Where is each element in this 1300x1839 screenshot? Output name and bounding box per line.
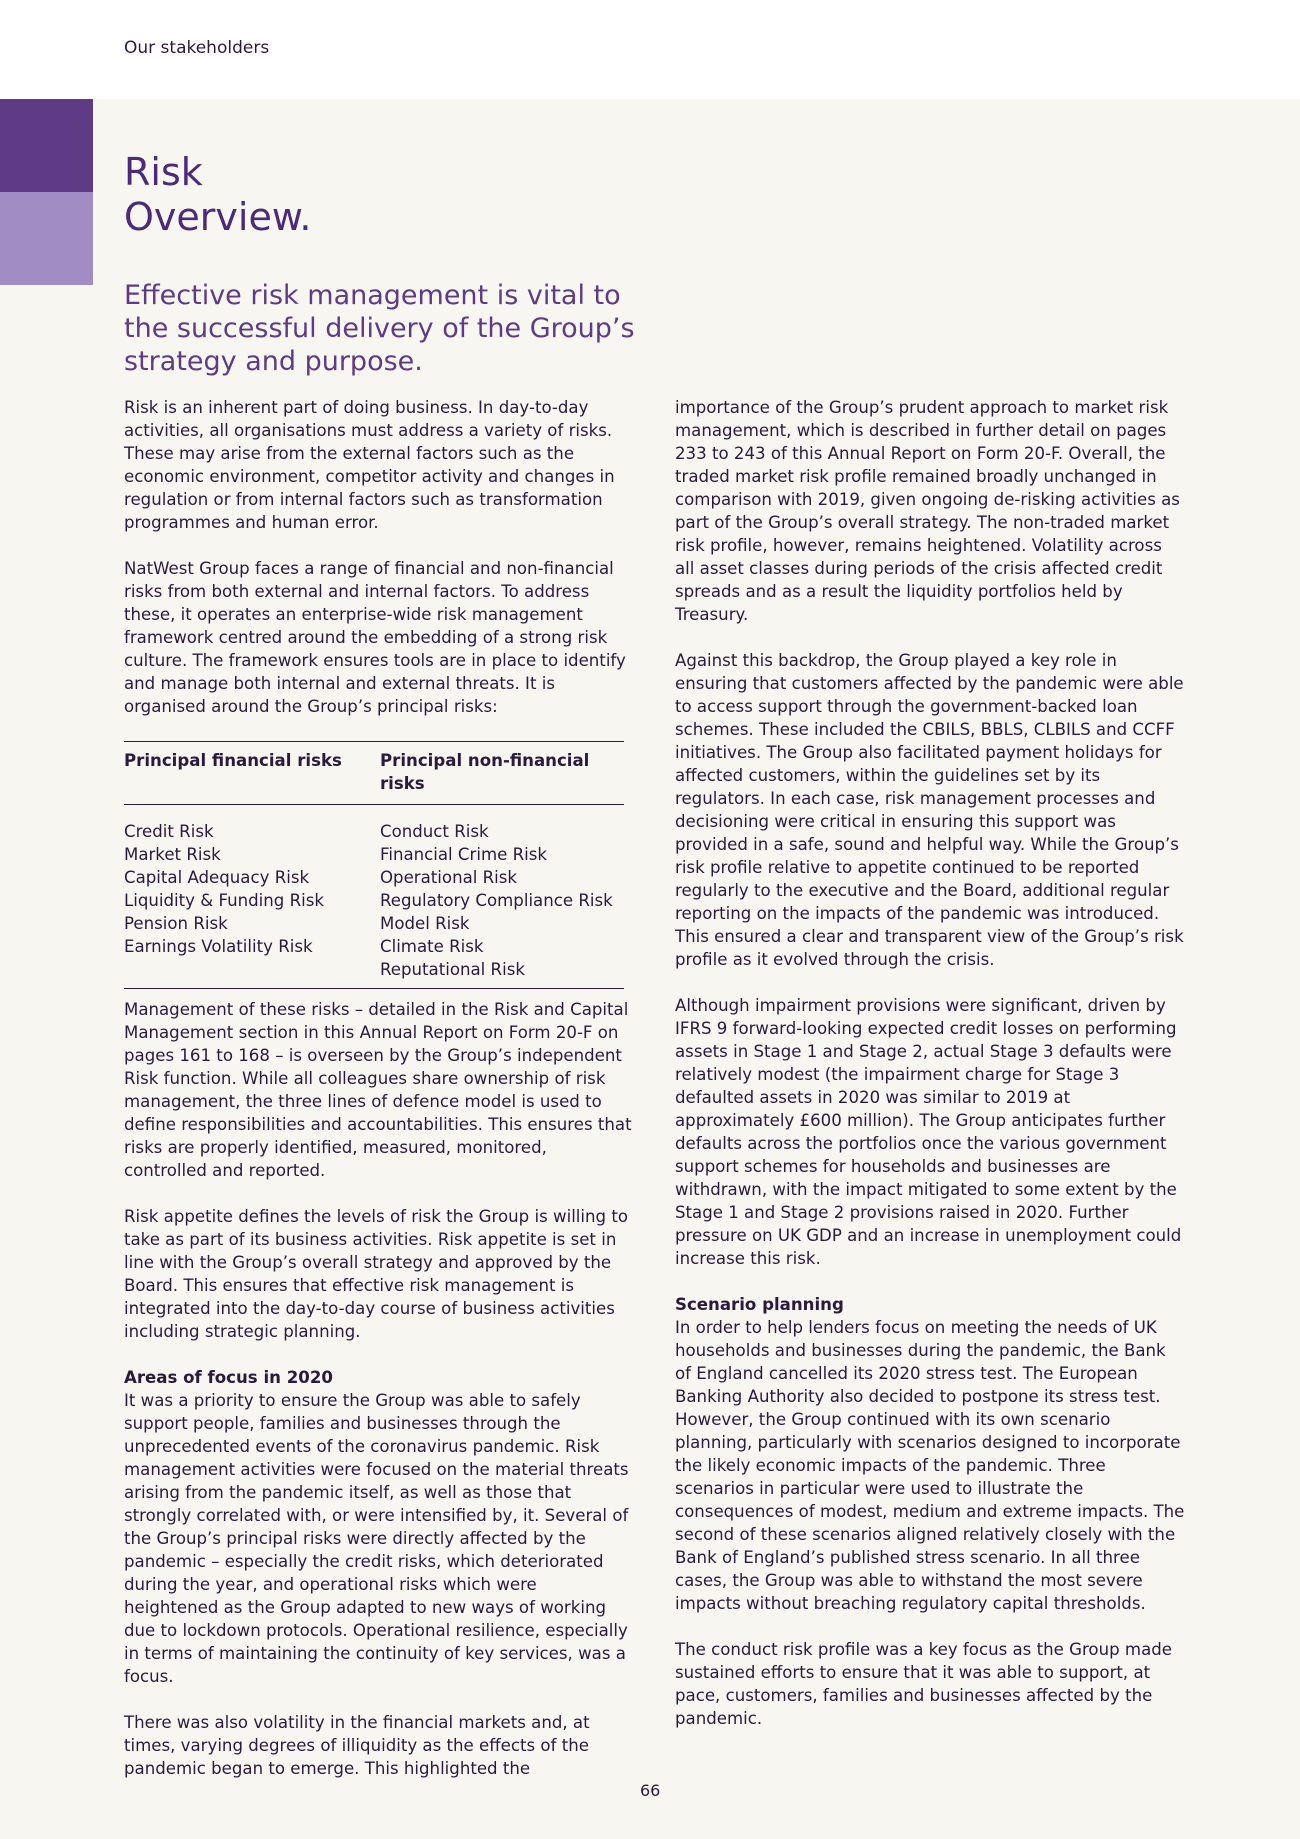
paragraph: Risk appetite defines the levels of risk the Group is willing to take as part of its business activities. Risk appetite is set in line with the Group’s overall strategy and approved by the Board. This ensures that effective risk management is integrated into the day-to-day course of business activities including strategic planning.	[124, 1207, 629, 1341]
paragraph: The conduct risk profile was a key focus as the Group made sustained efforts to ensure that it was able to support, at pace, customers, families and businesses affected by the pandemic.	[675, 1640, 1172, 1728]
header-nonfinancial-risks: Principal non-financial risks	[380, 751, 590, 793]
list-item: Operational Risk	[380, 868, 518, 887]
paragraph: It was a priority to ensure the Group was able to safely support people, families and businesses through the unprecedented events of the coronavirus pandemic. Risk management activities were focused on the material threats arising from the pandemic itself, as well as those that strongly correlated with, or were intensified by, it. Several of the Group’s principal risks were directly affected by the pandemic – especially the credit risks, which deteriorated during the year, and operational risks which were heightened as the Group adapted to new ways of working due to lockdown protocols. Operational resilience, especially in terms of maintaining the continuity of key services, was a focus.	[124, 1391, 629, 1686]
section-heading: Scenario planning	[675, 1295, 844, 1314]
right-column	[675, 396, 1185, 1753]
page-title	[124, 150, 312, 240]
page-header	[0, 0, 1300, 99]
financial-risks-list	[124, 820, 380, 981]
section-label: Our stakeholders	[124, 38, 270, 58]
nonfinancial-risks-list	[380, 820, 624, 981]
list-item: Climate Risk	[380, 937, 484, 956]
list-item: Credit Risk	[124, 822, 214, 841]
list-item: Model Risk	[380, 914, 470, 933]
section-heading: Areas of focus in 2020	[124, 1368, 333, 1387]
list-item: Earnings Volatility Risk	[124, 937, 313, 956]
paragraph: Although impairment provisions were significant, driven by IFRS 9 forward-looking expected credit losses on performing assets in Stage 1 and Stage 2, actual Stage 3 defaults were relatively modest (the impairment charge for Stage 3 defaulted assets in 2020 was similar to 2019 at approximately £600 million). The Group anticipates further defaults across the portfolios once the various government support schemes for households and businesses are withdrawn, with the impact mitigated to some extent by the Stage 1 and Stage 2 provisions raised in 2020. Further pressure on UK GDP and an increase in unemployment could increase this risk.	[675, 996, 1182, 1268]
page-number: 66	[640, 1781, 661, 1800]
table-header-row	[124, 742, 624, 805]
page-title-line2: Overview.	[124, 195, 312, 239]
intro-statement: Effective risk management is vital to the successful delivery of the Group’s strategy and purpose.	[124, 280, 635, 377]
paragraph: There was also volatility in the financial markets and, at times, varying degrees of illiquidity as the effects of the pandemic began to emerge. This highlighted the	[124, 1713, 590, 1778]
list-item: Capital Adequacy Risk	[124, 868, 310, 887]
paragraph: In order to help lenders focus on meeting the needs of UK households and businesses during the pandemic, the Bank of England cancelled its 2020 stress test. The European Banking Authority also decided to postpone its stress test. However, the Group continued with its own scenario planning, particularly with scenarios designed to incorporate the likely economic impacts of the pandemic. Three scenarios in particular were used to illustrate the consequences of modest, medium and extreme impacts. The second of these scenarios aligned relatively closely with the Bank of England’s published stress scenario. In all three cases, the Group was able to withstand the most severe impacts without breaching regulatory capital thresholds.	[675, 1318, 1185, 1613]
paragraph: NatWest Group faces a range of financial and non-financial risks from both external and internal factors. To address these, it operates an enterprise-wide risk management framework centred around the embedding of a strong risk culture. The framework ensures tools are in place to identify and manage both internal and external threats. It is organised around the Group’s principal risks:	[124, 559, 626, 716]
left-column	[124, 396, 634, 1803]
table-body	[124, 805, 624, 988]
list-item: Financial Crime Risk	[380, 845, 547, 864]
list-item: Reputational Risk	[380, 960, 525, 979]
list-item: Pension Risk	[124, 914, 228, 933]
page-title-line1: Risk	[124, 150, 203, 194]
principal-risks-table	[124, 741, 624, 989]
decorative-block-dark	[0, 99, 93, 192]
decorative-block-light	[0, 192, 93, 285]
list-item: Market Risk	[124, 845, 221, 864]
list-item: Conduct Risk	[380, 822, 489, 841]
header-financial-risks: Principal financial risks	[124, 751, 342, 770]
list-item: Regulatory Compliance Risk	[380, 891, 613, 910]
list-item: Liquidity & Funding Risk	[124, 891, 325, 910]
paragraph: Management of these risks – detailed in the Risk and Capital Management section in this Annual Report on Form 20-F on pages 161 to 168 – is overseen by the Group’s independent Risk function. While all colleagues share ownership of risk management, the three lines of defence model is used to define responsibilities and accountabilities. This ensures that risks are properly identified, measured, monitored, controlled and reported.	[124, 1000, 632, 1180]
paragraph: Risk is an inherent part of doing business. In day-to-day activities, all organisations must address a variety of risks. These may arise from the external factors such as the economic environment, competitor activity and changes in regulation or from internal factors such as transformation programmes and human error.	[124, 398, 615, 532]
paragraph: Against this backdrop, the Group played a key role in ensuring that customers affected by the pandemic were able to access support through the government-backed loan schemes. These included the CBILS, BBLS, CLBILS and CCFF initiatives. The Group also facilitated payment holidays for affected customers, within the guidelines set by its regulators. In each case, risk management processes and decisioning were critical in ensuring this support was provided in a safe, sound and helpful way. While the Group’s risk profile relative to appetite continued to be reported regularly to the executive and the Board, additional regular reporting on the impacts of the pandemic was introduced. This ensured a clear and transparent view of the Group’s risk profile as it evolved through the crisis.	[675, 651, 1184, 969]
paragraph: importance of the Group’s prudent approach to market risk management, which is described in further detail on pages 233 to 243 of this Annual Report on Form 20-F. Overall, the traded market risk profile remained broadly unchanged in comparison with 2019, given ongoing de-risking activities as part of the Group’s overall strategy. The non-traded market risk profile, however, remains heightened. Volatility across all asset classes during periods of the crisis affected credit spreads and as a result the liquidity portfolios held by Treasury.	[675, 398, 1180, 624]
